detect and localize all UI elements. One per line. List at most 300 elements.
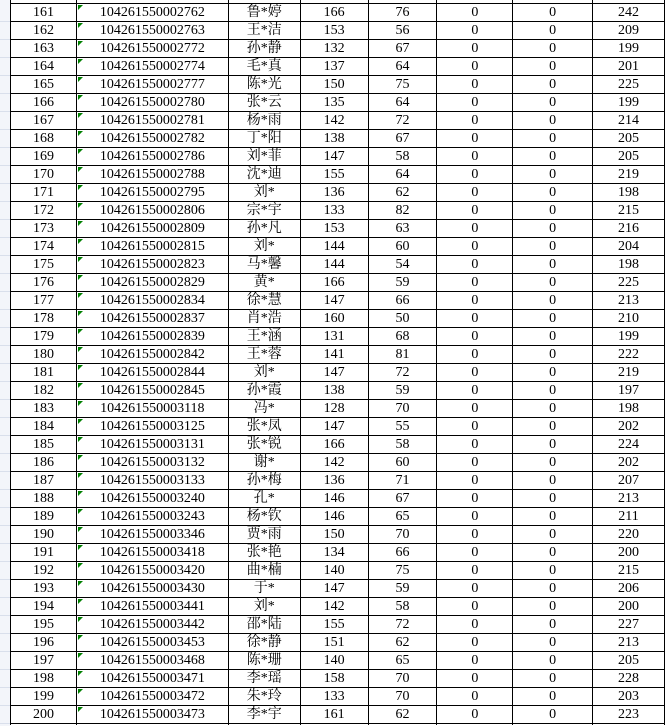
row-index-cell[interactable]: 176	[11, 273, 77, 291]
row-index-cell[interactable]: 195	[11, 615, 77, 633]
score-cell-1[interactable]: 133	[300, 201, 368, 219]
score-cell-3[interactable]: 0	[437, 489, 513, 507]
score-cell-3[interactable]: 0	[437, 21, 513, 39]
name-cell[interactable]: 宗*宇	[228, 201, 300, 219]
row-index-cell[interactable]: 172	[11, 201, 77, 219]
name-cell[interactable]: 刘*菲	[228, 147, 300, 165]
name-cell[interactable]: 谢*	[228, 453, 300, 471]
row-index-cell[interactable]: 191	[11, 543, 77, 561]
score-cell-4[interactable]: 0	[513, 93, 593, 111]
score-cell-1[interactable]: 140	[300, 561, 368, 579]
score-cell-4[interactable]: 0	[513, 381, 593, 399]
score-cell-2[interactable]: 67	[368, 489, 437, 507]
name-cell[interactable]: 丁*阳	[228, 129, 300, 147]
score-cell-1[interactable]: 161	[300, 705, 368, 723]
id-cell[interactable]	[76, 39, 228, 57]
score-cell-2[interactable]: 50	[368, 309, 437, 327]
score-cell-3[interactable]: 0	[437, 201, 513, 219]
score-cell-2[interactable]: 66	[368, 543, 437, 561]
row-index-cell[interactable]: 184	[11, 417, 77, 435]
score-cell-1[interactable]: 147	[300, 579, 368, 597]
score-cell-2[interactable]: 72	[368, 363, 437, 381]
row-index-cell[interactable]: 180	[11, 345, 77, 363]
total-cell[interactable]: 227	[593, 615, 665, 633]
total-cell[interactable]: 224	[593, 435, 665, 453]
total-cell[interactable]: 203	[593, 687, 665, 705]
score-cell-1[interactable]: 131	[300, 327, 368, 345]
score-cell-3[interactable]: 0	[437, 543, 513, 561]
row-index-cell[interactable]: 199	[11, 687, 77, 705]
total-cell[interactable]: 204	[593, 237, 665, 255]
id-cell[interactable]	[76, 327, 228, 345]
row-index-cell[interactable]: 164	[11, 57, 77, 75]
id-cell[interactable]	[76, 345, 228, 363]
id-cell[interactable]	[76, 237, 228, 255]
score-cell-1[interactable]: 166	[300, 3, 368, 21]
name-cell[interactable]: 王*蓉	[228, 345, 300, 363]
name-cell[interactable]: 邵*陆	[228, 615, 300, 633]
id-cell[interactable]	[76, 471, 228, 489]
score-cell-3[interactable]: 0	[437, 129, 513, 147]
score-cell-1[interactable]: 142	[300, 597, 368, 615]
row-index-cell[interactable]: 192	[11, 561, 77, 579]
score-cell-3[interactable]: 0	[437, 3, 513, 21]
row-index-cell[interactable]: 175	[11, 255, 77, 273]
row-index-cell[interactable]: 189	[11, 507, 77, 525]
row-index-cell[interactable]: 163	[11, 39, 77, 57]
score-cell-3[interactable]: 0	[437, 147, 513, 165]
name-cell[interactable]: 李*瑶	[228, 669, 300, 687]
score-cell-1[interactable]: 138	[300, 381, 368, 399]
id-cell[interactable]	[76, 93, 228, 111]
score-cell-2[interactable]: 62	[368, 183, 437, 201]
id-cell[interactable]	[76, 255, 228, 273]
score-cell-2[interactable]: 65	[368, 507, 437, 525]
score-cell-2[interactable]: 72	[368, 111, 437, 129]
id-cell[interactable]	[76, 597, 228, 615]
total-cell[interactable]: 202	[593, 453, 665, 471]
id-cell[interactable]	[76, 129, 228, 147]
total-cell[interactable]: 215	[593, 561, 665, 579]
total-cell[interactable]: 220	[593, 525, 665, 543]
score-cell-4[interactable]: 0	[513, 309, 593, 327]
score-cell-2[interactable]: 66	[368, 291, 437, 309]
score-cell-1[interactable]: 146	[300, 489, 368, 507]
name-cell[interactable]: 陈*光	[228, 75, 300, 93]
score-cell-3[interactable]: 0	[437, 363, 513, 381]
score-cell-3[interactable]: 0	[437, 273, 513, 291]
row-index-cell[interactable]: 173	[11, 219, 77, 237]
total-cell[interactable]: 209	[593, 21, 665, 39]
row-index-cell[interactable]: 165	[11, 75, 77, 93]
score-cell-4[interactable]: 0	[513, 615, 593, 633]
score-cell-1[interactable]: 166	[300, 273, 368, 291]
row-index-cell[interactable]: 197	[11, 651, 77, 669]
score-cell-2[interactable]: 55	[368, 417, 437, 435]
id-cell[interactable]	[76, 705, 228, 723]
name-cell[interactable]: 毛*真	[228, 57, 300, 75]
total-cell[interactable]: 199	[593, 93, 665, 111]
id-cell[interactable]	[76, 579, 228, 597]
row-index-cell[interactable]: 194	[11, 597, 77, 615]
score-cell-2[interactable]: 54	[368, 255, 437, 273]
score-cell-4[interactable]: 0	[513, 129, 593, 147]
score-cell-3[interactable]: 0	[437, 381, 513, 399]
score-cell-4[interactable]: 0	[513, 291, 593, 309]
total-cell[interactable]: 215	[593, 201, 665, 219]
score-cell-3[interactable]: 0	[437, 705, 513, 723]
score-cell-3[interactable]: 0	[437, 219, 513, 237]
id-cell[interactable]	[76, 507, 228, 525]
row-index-cell[interactable]: 183	[11, 399, 77, 417]
score-cell-4[interactable]: 0	[513, 543, 593, 561]
id-cell[interactable]	[76, 399, 228, 417]
score-cell-2[interactable]: 65	[368, 651, 437, 669]
id-cell[interactable]	[76, 363, 228, 381]
row-index-cell[interactable]: 187	[11, 471, 77, 489]
score-cell-4[interactable]: 0	[513, 111, 593, 129]
name-cell[interactable]: 孔*	[228, 489, 300, 507]
total-cell[interactable]: 213	[593, 291, 665, 309]
score-cell-1[interactable]: 135	[300, 93, 368, 111]
row-index-cell[interactable]: 200	[11, 705, 77, 723]
score-cell-3[interactable]: 0	[437, 183, 513, 201]
score-cell-3[interactable]: 0	[437, 597, 513, 615]
score-cell-1[interactable]: 144	[300, 255, 368, 273]
total-cell[interactable]: 201	[593, 57, 665, 75]
name-cell[interactable]: 李*宇	[228, 705, 300, 723]
id-cell[interactable]	[76, 21, 228, 39]
total-cell[interactable]: 207	[593, 471, 665, 489]
id-cell[interactable]	[76, 687, 228, 705]
score-cell-4[interactable]: 0	[513, 633, 593, 651]
name-cell[interactable]: 曲*楠	[228, 561, 300, 579]
name-cell[interactable]: 刘*	[228, 363, 300, 381]
name-cell[interactable]: 沈*迪	[228, 165, 300, 183]
score-cell-3[interactable]: 0	[437, 525, 513, 543]
name-cell[interactable]: 黄*	[228, 273, 300, 291]
total-cell[interactable]: 228	[593, 669, 665, 687]
score-cell-3[interactable]: 0	[437, 291, 513, 309]
id-cell[interactable]	[76, 183, 228, 201]
score-cell-4[interactable]: 0	[513, 399, 593, 417]
row-index-cell[interactable]: 190	[11, 525, 77, 543]
score-cell-3[interactable]: 0	[437, 255, 513, 273]
total-cell[interactable]: 206	[593, 579, 665, 597]
id-cell[interactable]	[76, 435, 228, 453]
score-cell-3[interactable]: 0	[437, 57, 513, 75]
score-cell-2[interactable]: 59	[368, 381, 437, 399]
score-cell-4[interactable]: 0	[513, 669, 593, 687]
score-cell-4[interactable]: 0	[513, 417, 593, 435]
score-cell-3[interactable]: 0	[437, 417, 513, 435]
name-cell[interactable]: 徐*慧	[228, 291, 300, 309]
total-cell[interactable]: 205	[593, 651, 665, 669]
total-cell[interactable]: 202	[593, 417, 665, 435]
score-cell-4[interactable]: 0	[513, 183, 593, 201]
score-cell-2[interactable]: 71	[368, 471, 437, 489]
total-cell[interactable]: 214	[593, 111, 665, 129]
id-cell[interactable]	[76, 561, 228, 579]
row-index-cell[interactable]: 178	[11, 309, 77, 327]
total-cell[interactable]: 205	[593, 147, 665, 165]
score-cell-3[interactable]: 0	[437, 669, 513, 687]
id-cell[interactable]	[76, 453, 228, 471]
score-cell-3[interactable]: 0	[437, 615, 513, 633]
score-cell-3[interactable]: 0	[437, 399, 513, 417]
total-cell[interactable]: 216	[593, 219, 665, 237]
score-cell-3[interactable]: 0	[437, 309, 513, 327]
score-cell-2[interactable]: 60	[368, 237, 437, 255]
score-cell-4[interactable]: 0	[513, 561, 593, 579]
name-cell[interactable]: 张*云	[228, 93, 300, 111]
id-cell[interactable]	[76, 147, 228, 165]
id-cell[interactable]	[76, 201, 228, 219]
name-cell[interactable]: 王*涵	[228, 327, 300, 345]
id-cell[interactable]	[76, 57, 228, 75]
total-cell[interactable]: 225	[593, 273, 665, 291]
name-cell[interactable]: 陈*珊	[228, 651, 300, 669]
score-cell-3[interactable]: 0	[437, 93, 513, 111]
score-cell-4[interactable]: 0	[513, 57, 593, 75]
total-cell[interactable]: 198	[593, 255, 665, 273]
row-index-cell[interactable]: 185	[11, 435, 77, 453]
score-cell-1[interactable]: 134	[300, 543, 368, 561]
total-cell[interactable]: 213	[593, 489, 665, 507]
score-cell-3[interactable]: 0	[437, 507, 513, 525]
score-cell-3[interactable]: 0	[437, 327, 513, 345]
score-cell-1[interactable]: 153	[300, 21, 368, 39]
row-index-cell[interactable]: 171	[11, 183, 77, 201]
score-cell-4[interactable]: 0	[513, 471, 593, 489]
score-cell-1[interactable]: 142	[300, 111, 368, 129]
score-cell-3[interactable]: 0	[437, 39, 513, 57]
score-cell-2[interactable]: 75	[368, 75, 437, 93]
row-index-cell[interactable]: 161	[11, 3, 77, 21]
total-cell[interactable]: 219	[593, 165, 665, 183]
row-index-cell[interactable]: 162	[11, 21, 77, 39]
score-cell-3[interactable]: 0	[437, 561, 513, 579]
score-cell-1[interactable]: 147	[300, 417, 368, 435]
score-cell-3[interactable]: 0	[437, 435, 513, 453]
score-cell-1[interactable]: 166	[300, 435, 368, 453]
name-cell[interactable]: 冯*	[228, 399, 300, 417]
id-cell[interactable]	[76, 75, 228, 93]
total-cell[interactable]: 199	[593, 39, 665, 57]
name-cell[interactable]: 杨*钦	[228, 507, 300, 525]
id-cell[interactable]	[76, 273, 228, 291]
id-cell[interactable]	[76, 3, 228, 21]
score-cell-2[interactable]: 70	[368, 687, 437, 705]
name-cell[interactable]: 孙*霞	[228, 381, 300, 399]
score-cell-3[interactable]: 0	[437, 651, 513, 669]
id-cell[interactable]	[76, 417, 228, 435]
score-cell-1[interactable]: 158	[300, 669, 368, 687]
score-cell-2[interactable]: 82	[368, 201, 437, 219]
score-cell-1[interactable]: 136	[300, 183, 368, 201]
score-cell-4[interactable]: 0	[513, 3, 593, 21]
score-cell-1[interactable]: 147	[300, 291, 368, 309]
name-cell[interactable]: 张*锐	[228, 435, 300, 453]
score-cell-1[interactable]: 150	[300, 75, 368, 93]
row-index-cell[interactable]: 166	[11, 93, 77, 111]
score-cell-1[interactable]: 151	[300, 633, 368, 651]
score-cell-2[interactable]: 60	[368, 453, 437, 471]
score-cell-4[interactable]: 0	[513, 489, 593, 507]
score-cell-2[interactable]: 62	[368, 705, 437, 723]
total-cell[interactable]: 225	[593, 75, 665, 93]
score-cell-1[interactable]: 142	[300, 453, 368, 471]
id-cell[interactable]	[76, 525, 228, 543]
score-cell-3[interactable]: 0	[437, 111, 513, 129]
score-cell-4[interactable]: 0	[513, 525, 593, 543]
id-cell[interactable]	[76, 489, 228, 507]
score-cell-3[interactable]: 0	[437, 471, 513, 489]
total-cell[interactable]: 200	[593, 597, 665, 615]
score-cell-1[interactable]: 137	[300, 57, 368, 75]
score-cell-3[interactable]: 0	[437, 165, 513, 183]
score-cell-1[interactable]: 153	[300, 219, 368, 237]
name-cell[interactable]: 马*馨	[228, 255, 300, 273]
score-cell-2[interactable]: 70	[368, 669, 437, 687]
row-index-cell[interactable]: 181	[11, 363, 77, 381]
row-index-cell[interactable]: 196	[11, 633, 77, 651]
score-cell-4[interactable]: 0	[513, 435, 593, 453]
name-cell[interactable]: 孙*梅	[228, 471, 300, 489]
id-cell[interactable]	[76, 291, 228, 309]
score-cell-2[interactable]: 59	[368, 579, 437, 597]
score-cell-1[interactable]: 128	[300, 399, 368, 417]
score-cell-4[interactable]: 0	[513, 21, 593, 39]
row-index-cell[interactable]: 170	[11, 165, 77, 183]
score-cell-4[interactable]: 0	[513, 255, 593, 273]
score-cell-2[interactable]: 72	[368, 615, 437, 633]
score-cell-4[interactable]: 0	[513, 597, 593, 615]
score-cell-3[interactable]: 0	[437, 579, 513, 597]
score-cell-1[interactable]: 133	[300, 687, 368, 705]
score-cell-1[interactable]: 132	[300, 39, 368, 57]
score-cell-3[interactable]: 0	[437, 687, 513, 705]
score-cell-1[interactable]: 147	[300, 363, 368, 381]
score-cell-1[interactable]: 147	[300, 147, 368, 165]
score-cell-2[interactable]: 70	[368, 399, 437, 417]
score-cell-4[interactable]: 0	[513, 453, 593, 471]
row-index-cell[interactable]: 169	[11, 147, 77, 165]
row-index-cell[interactable]: 177	[11, 291, 77, 309]
score-cell-4[interactable]: 0	[513, 165, 593, 183]
total-cell[interactable]: 210	[593, 309, 665, 327]
score-cell-2[interactable]: 62	[368, 633, 437, 651]
score-cell-4[interactable]: 0	[513, 75, 593, 93]
score-cell-1[interactable]: 155	[300, 165, 368, 183]
score-cell-2[interactable]: 75	[368, 561, 437, 579]
score-cell-2[interactable]: 58	[368, 435, 437, 453]
id-cell[interactable]	[76, 615, 228, 633]
score-cell-4[interactable]: 0	[513, 201, 593, 219]
score-cell-4[interactable]: 0	[513, 147, 593, 165]
total-cell[interactable]: 213	[593, 633, 665, 651]
name-cell[interactable]: 王*洁	[228, 21, 300, 39]
score-cell-2[interactable]: 64	[368, 165, 437, 183]
id-cell[interactable]	[76, 111, 228, 129]
score-cell-2[interactable]: 64	[368, 57, 437, 75]
score-cell-1[interactable]: 146	[300, 507, 368, 525]
total-cell[interactable]: 197	[593, 381, 665, 399]
score-cell-1[interactable]: 140	[300, 651, 368, 669]
score-cell-4[interactable]: 0	[513, 219, 593, 237]
score-cell-4[interactable]: 0	[513, 705, 593, 723]
row-index-cell[interactable]: 167	[11, 111, 77, 129]
score-cell-1[interactable]: 160	[300, 309, 368, 327]
score-cell-2[interactable]: 67	[368, 129, 437, 147]
score-cell-1[interactable]: 155	[300, 615, 368, 633]
score-cell-4[interactable]: 0	[513, 39, 593, 57]
name-cell[interactable]: 刘*	[228, 597, 300, 615]
total-cell[interactable]: 198	[593, 183, 665, 201]
score-cell-4[interactable]: 0	[513, 579, 593, 597]
row-index-cell[interactable]: 168	[11, 129, 77, 147]
partial-left-column[interactable]	[0, 0, 10, 726]
score-cell-4[interactable]: 0	[513, 273, 593, 291]
total-cell[interactable]: 219	[593, 363, 665, 381]
total-cell[interactable]: 222	[593, 345, 665, 363]
score-cell-2[interactable]: 58	[368, 597, 437, 615]
name-cell[interactable]: 张*艳	[228, 543, 300, 561]
total-cell[interactable]: 223	[593, 705, 665, 723]
score-cell-4[interactable]: 0	[513, 651, 593, 669]
score-cell-3[interactable]: 0	[437, 237, 513, 255]
name-cell[interactable]: 杨*雨	[228, 111, 300, 129]
row-index-cell[interactable]: 186	[11, 453, 77, 471]
score-cell-2[interactable]: 59	[368, 273, 437, 291]
score-cell-1[interactable]: 138	[300, 129, 368, 147]
total-cell[interactable]: 242	[593, 3, 665, 21]
id-cell[interactable]	[76, 381, 228, 399]
row-index-cell[interactable]: 174	[11, 237, 77, 255]
id-cell[interactable]	[76, 165, 228, 183]
row-index-cell[interactable]: 193	[11, 579, 77, 597]
name-cell[interactable]: 贾*雨	[228, 525, 300, 543]
total-cell[interactable]: 198	[593, 399, 665, 417]
total-cell[interactable]: 200	[593, 543, 665, 561]
row-index-cell[interactable]: 179	[11, 327, 77, 345]
score-cell-3[interactable]: 0	[437, 633, 513, 651]
score-cell-4[interactable]: 0	[513, 507, 593, 525]
score-cell-2[interactable]: 56	[368, 21, 437, 39]
score-cell-3[interactable]: 0	[437, 75, 513, 93]
id-cell[interactable]	[76, 309, 228, 327]
total-cell[interactable]: 211	[593, 507, 665, 525]
id-cell[interactable]	[76, 669, 228, 687]
score-cell-2[interactable]: 76	[368, 3, 437, 21]
score-cell-1[interactable]: 144	[300, 237, 368, 255]
name-cell[interactable]: 张*凤	[228, 417, 300, 435]
score-cell-2[interactable]: 81	[368, 345, 437, 363]
score-cell-3[interactable]: 0	[437, 453, 513, 471]
score-cell-1[interactable]: 141	[300, 345, 368, 363]
score-cell-4[interactable]: 0	[513, 687, 593, 705]
total-cell[interactable]: 205	[593, 129, 665, 147]
row-index-cell[interactable]: 188	[11, 489, 77, 507]
score-cell-2[interactable]: 63	[368, 219, 437, 237]
score-cell-2[interactable]: 58	[368, 147, 437, 165]
name-cell[interactable]: 朱*玲	[228, 687, 300, 705]
row-index-cell[interactable]: 198	[11, 669, 77, 687]
name-cell[interactable]: 孙*静	[228, 39, 300, 57]
name-cell[interactable]: 鲁*婷	[228, 3, 300, 21]
total-cell[interactable]: 199	[593, 327, 665, 345]
row-index-cell[interactable]: 182	[11, 381, 77, 399]
